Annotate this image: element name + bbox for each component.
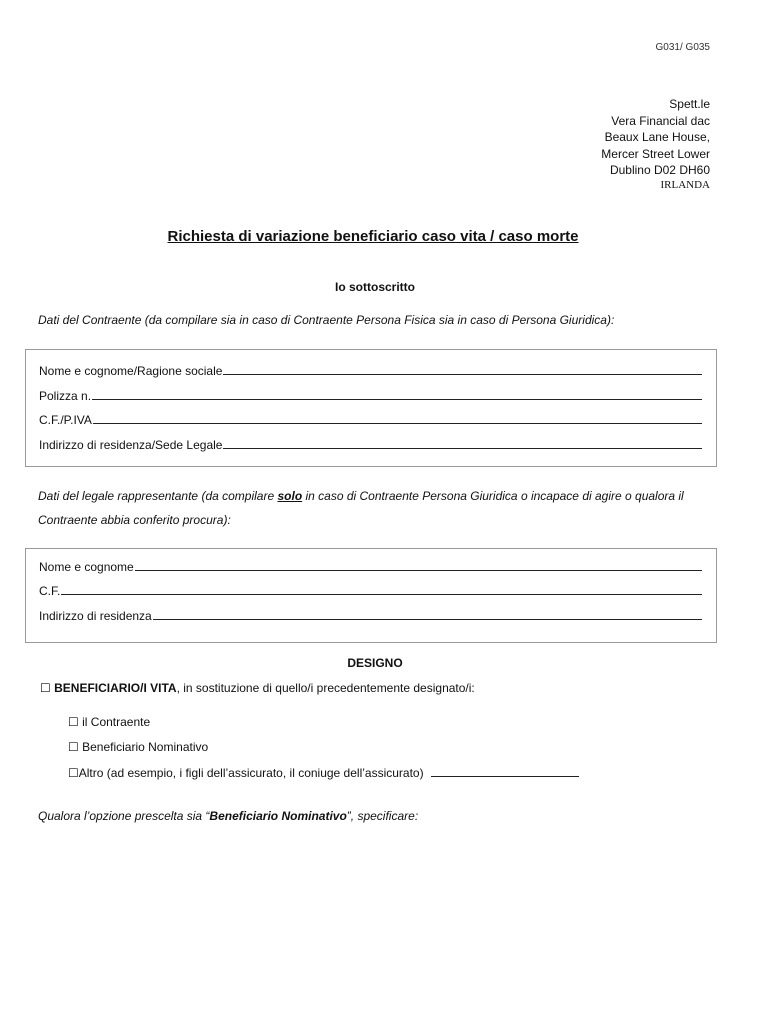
beneficiari-label: BENEFICIARIO/I VITA [54,681,177,695]
contraente-name-field[interactable] [39,360,702,378]
recipient-salutation: Spett.le [669,97,710,111]
intro-text: Dati del legale rappresentante (da compilare [38,489,278,503]
contraente-box [25,349,717,467]
field-label: Polizza n. [39,389,92,403]
intro-emphasis: solo [277,489,303,503]
contraente-polizza-field[interactable] [39,385,702,403]
rappresentante-name-field[interactable] [39,556,702,574]
field-label: Indirizzo di residenza/Sede Legale [39,438,223,452]
option-altro[interactable] [68,766,579,780]
checkbox-icon[interactable]: ☐ [68,715,79,729]
specify-text: ”, specificare: [346,809,419,823]
option-beneficiario-nominativo[interactable] [68,740,208,754]
contraente-address-field[interactable] [39,434,702,452]
rappresentante-intro [38,484,728,532]
altro-fill-line[interactable] [431,776,579,777]
beneficiari-vita-option[interactable] [40,681,475,695]
intro-text: in caso di Contraente Persona Giuridica o incapace di agire o qualora il Contraente abbia conferito procura): [38,489,684,527]
field-label: C.F. [39,584,61,598]
option-contraente[interactable] [68,715,150,729]
option-label: Beneficiario Nominativo [82,740,209,754]
rappresentante-cf-field[interactable] [39,580,702,598]
checkbox-icon[interactable]: ☐ [68,740,79,754]
fill-line[interactable] [223,448,702,449]
field-label: C.F./P.IVA [39,413,92,427]
fill-line[interactable] [93,423,702,424]
fill-line[interactable] [61,594,702,595]
fill-line[interactable] [153,619,702,620]
subtitle: Io sottoscritto [335,280,415,294]
designo-heading: DESIGNO [347,656,403,670]
checkbox-icon[interactable]: ☐ [68,766,79,780]
field-label: Nome e cognome/Ragione sociale [39,364,223,378]
document-title: Richiesta di variazione beneficiario caso vita / caso morte [167,228,579,245]
recipient-city: Dublino D02 DH60 [609,163,710,177]
recipient-country: IRLANDA [660,178,710,191]
field-label: Nome e cognome [39,560,134,574]
recipient-building: Beaux Lane House, [604,130,710,144]
checkbox-icon[interactable]: ☐ [40,681,51,695]
fill-line[interactable] [92,399,702,400]
option-label: Altro (ad esempio, i figli dell’assicurato, il coniuge dell’assicurato) [78,766,424,780]
recipient-company: Vera Financial dac [611,113,710,128]
specify-instructions [38,809,418,823]
recipient-address [601,96,710,191]
specify-text: Qualora l’opzione prescelta sia “ [38,809,210,823]
contraente-intro: Dati del Contraente (da compilare sia in caso di Contraente Persona Fisica sia in caso di Persona Giuridica): [38,313,615,327]
option-label: il Contraente [82,715,151,729]
field-label: Indirizzo di residenza [39,609,152,623]
specify-emphasis: Beneficiario Nominativo [209,809,347,823]
rappresentante-address-field[interactable] [39,605,702,623]
rappresentante-box [25,548,717,643]
recipient-street: Mercer Street Lower [601,146,710,161]
fill-line[interactable] [135,570,702,571]
contraente-cf-field[interactable] [39,409,702,427]
beneficiari-text: , in sostituzione di quello/i precedentemente designato/i: [176,681,475,695]
form-code: G031/ G035 [655,42,710,53]
fill-line[interactable] [223,374,702,375]
